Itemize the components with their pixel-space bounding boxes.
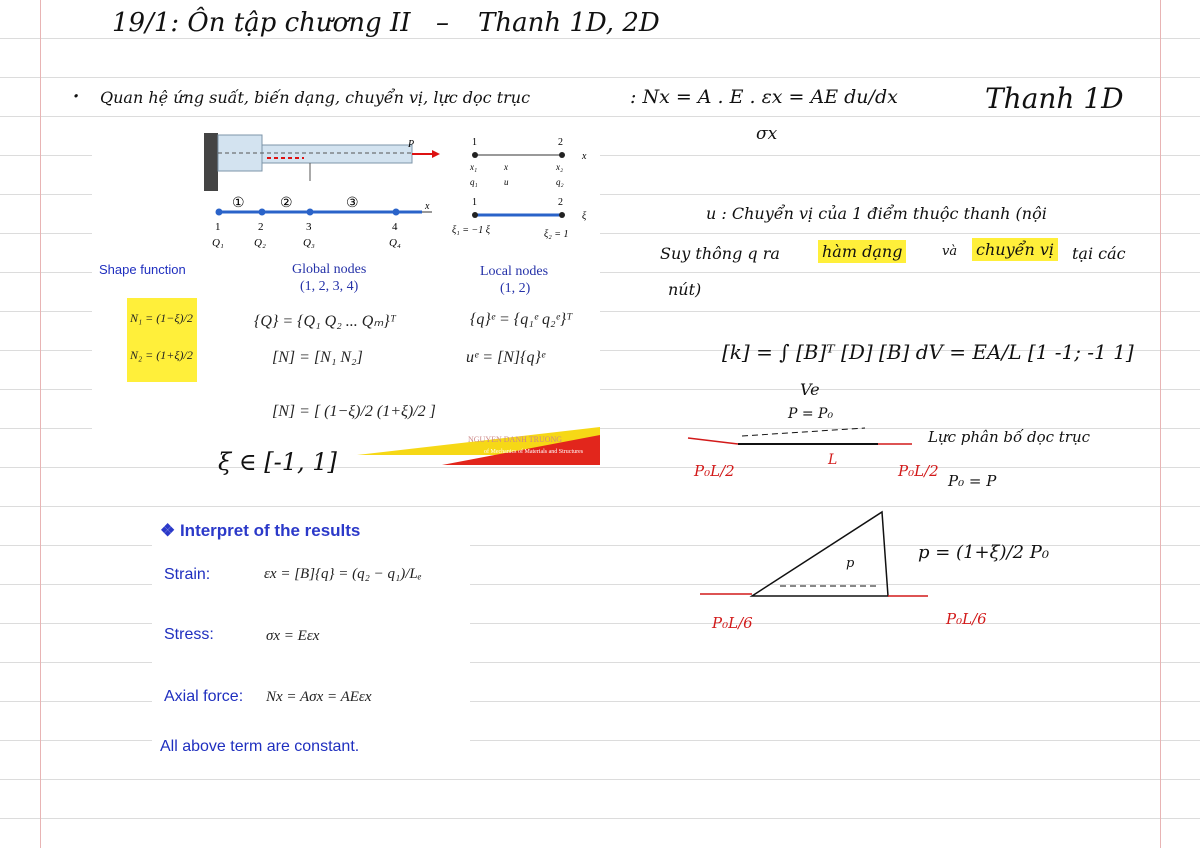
right-load-p0l6: P₀L/6 [946, 610, 987, 628]
note-title: 19/1: Ôn tập chương II [112, 8, 411, 38]
slide-shape-functions [92, 125, 600, 465]
left-end-force [688, 438, 738, 444]
svg-text:ξ: ξ [582, 211, 587, 222]
svg-text:x: x [504, 162, 508, 172]
global-q-vector: {Q} = {Q₁ Q₂ ... Qₘ}ᵀ [254, 313, 396, 330]
fixed-wall [204, 133, 218, 191]
right-margin-line [1160, 0, 1161, 848]
axial-equation: Nx = Aσx = AEεx [266, 689, 372, 705]
global-node-4 [393, 209, 400, 216]
left-load-p0l6: P₀L/6 [712, 614, 753, 632]
svg-text:q₁: q₁ [470, 177, 478, 187]
stress-label: Stress: [164, 626, 214, 643]
global-node-1-num: 1 [215, 221, 221, 233]
n-matrix: [N] = [N₁ N₂] [272, 349, 363, 366]
u-definition: u : Chuyển vị của 1 điểm thuộc thanh (nội [706, 204, 1047, 223]
global-node-1 [216, 209, 223, 216]
global-node-3 [307, 209, 314, 216]
global-nodes-heading: Global nodes [292, 262, 367, 277]
interpret-heading: ❖ Interpret of the results [160, 521, 361, 540]
uniform-load-arrows [742, 428, 865, 436]
global-q3: Q₃ [303, 237, 315, 249]
nodes-word: nút) [668, 280, 702, 299]
constant-note: All above term are constant. [160, 738, 360, 755]
axial-label: Axial force: [164, 688, 244, 705]
n1-formula: N₁ = (1−ξ)/2 [130, 311, 193, 325]
load-sketch [680, 400, 940, 620]
global-q2: Q₂ [254, 237, 266, 249]
local-nodes-heading: Local nodes [480, 264, 549, 279]
triangular-load [752, 512, 888, 596]
strain-equation: εx = [B]{q} = (q₂ − q₁)/Lₑ [264, 566, 422, 582]
distributed-load-note: Lực phân bố dọc trục [928, 428, 1091, 446]
title-dash: – [436, 8, 449, 38]
svg-text:x: x [582, 151, 587, 162]
p-label: p [846, 556, 855, 571]
p0-equals-p: P₀ = P [948, 472, 997, 490]
highlight-shape-function: hàm dạng [818, 240, 906, 263]
svg-text:ξ₂ = 1: ξ₂ = 1 [544, 229, 569, 240]
stiffness-equation: [k] = ∫ [B]ᵀ [D] [B] dV = EA/L [1 -1; -1 1] [722, 340, 1134, 364]
bar-thin-section [262, 145, 412, 163]
left-load-p0l2: P₀L/2 [694, 462, 735, 480]
interp-suffix: tại các [1072, 244, 1126, 263]
shape-function-highlight [127, 298, 197, 382]
global-q4: Q₄ [389, 237, 401, 249]
element-2-label: ② [280, 196, 293, 211]
global-node-3-num: 3 [306, 221, 312, 233]
svg-text:1: 1 [472, 197, 477, 208]
xi-range: ξ ∈ [-1, 1] [218, 448, 337, 476]
svg-text:x₂: x₂ [556, 162, 564, 172]
local-q-vector: {q}ᵉ = {q₁ᵉ q₂ᵉ}ᵀ [470, 311, 573, 328]
bar-1d-tag: Thanh 1D [985, 82, 1124, 115]
load-arrowhead [432, 150, 440, 158]
svg-text:1: 1 [472, 137, 477, 148]
and-word: và [942, 244, 958, 259]
interp-prefix: Suy thông q ra [660, 244, 780, 263]
bullet: · [72, 82, 81, 112]
length-label: L [828, 452, 838, 468]
shape-function-heading: Shape function [99, 262, 186, 277]
n2-formula: N₂ = (1+ξ)/2 [130, 348, 193, 362]
linear-load-equation: p = (1+ξ)/2 P₀ [918, 542, 1050, 563]
volume-subscript: Ve [800, 380, 820, 399]
relation-heading: Quan hệ ứng suất, biến dạng, chuyển vị, lực dọc trục [100, 88, 531, 107]
right-load-p0l2: P₀L/2 [898, 462, 939, 480]
n-matrix-full: [N] = [ (1−ξ)/2 (1+ξ)/2 ] [272, 403, 436, 420]
svg-text:2: 2 [558, 197, 563, 208]
load-label: P [408, 139, 415, 150]
banner-subtitle: of Mechanics of Materials and Structures [484, 449, 584, 455]
stress-equation: σx = Eεx [266, 628, 320, 644]
p-equals-p0: P = P₀ [788, 406, 834, 422]
svg-text:x₁: x₁ [470, 162, 478, 172]
axial-force-equation: : Nx = A . E . εx = AE du/dx [630, 86, 898, 108]
svg-text:u: u [504, 177, 509, 187]
slide-interpret-results [152, 508, 470, 766]
global-nodes-list: (1, 2, 3, 4) [300, 279, 359, 294]
strain-label: Strain: [164, 566, 211, 583]
svg-text:ξ₁ = −1 ξ: ξ₁ = −1 ξ [452, 225, 491, 236]
left-margin-line [40, 0, 41, 848]
sigma-x-label: σx [756, 124, 778, 144]
global-q1: Q₁ [212, 237, 224, 249]
local-nodes-list: (1, 2) [500, 281, 531, 296]
global-node-2 [259, 209, 266, 216]
global-node-4-num: 4 [392, 221, 398, 233]
global-node-2-num: 2 [258, 221, 264, 233]
svg-text:x: x [425, 201, 430, 212]
svg-text:q₂: q₂ [556, 177, 564, 187]
banner-name: NGUYEN DANH TRUONG [468, 435, 563, 444]
svg-text:2: 2 [558, 137, 563, 148]
note-subtitle: Thanh 1D, 2D [478, 8, 660, 38]
u-element-equation: uᵉ = [N]{q}ᵉ [466, 349, 546, 366]
element-1-label: ① [232, 196, 245, 211]
element-3-label: ③ [346, 196, 359, 211]
highlight-displacement: chuyển vị [972, 238, 1058, 261]
